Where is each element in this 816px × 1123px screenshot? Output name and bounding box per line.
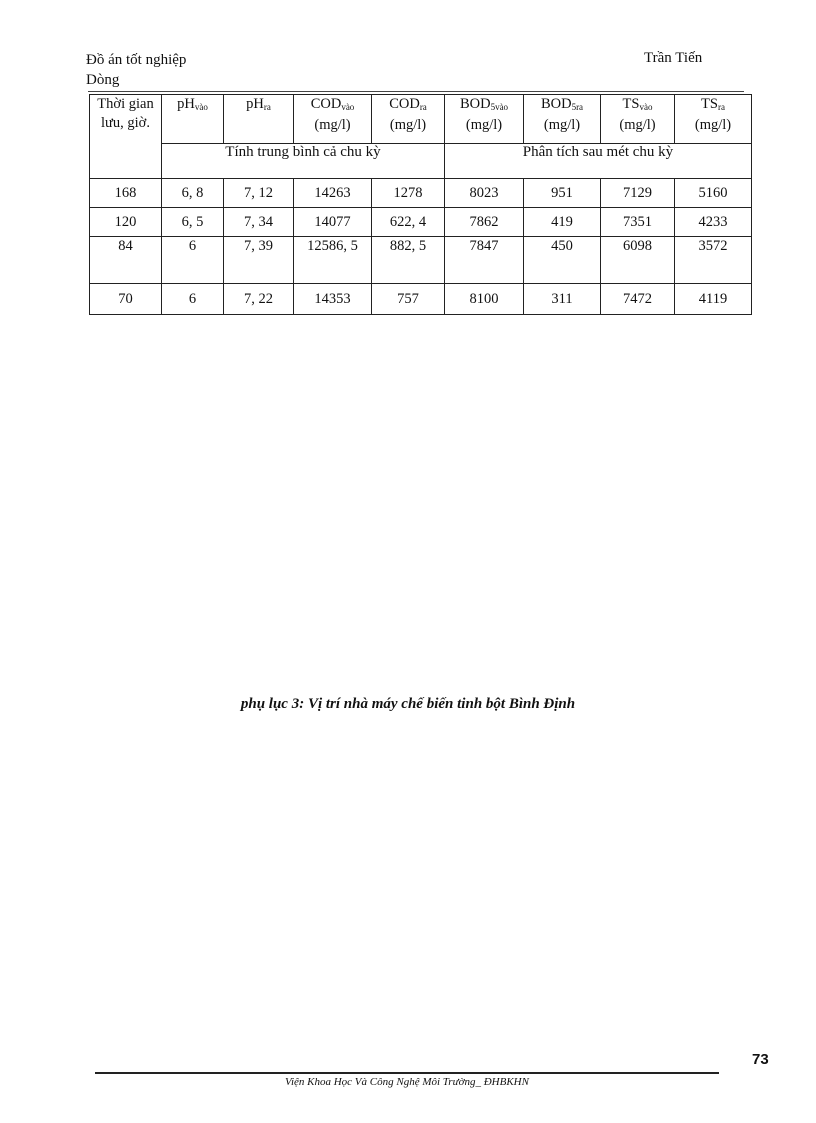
- table-cell: 6098: [601, 237, 675, 284]
- table-cell: 7, 22: [224, 284, 294, 315]
- table-cell: 1278: [372, 179, 445, 208]
- col-header-ph-out: $pH_{ra}$: [224, 95, 294, 144]
- col-header-cod-in: $COD_{vào}$ (mg/l): [294, 95, 372, 144]
- table-row: [90, 179, 752, 208]
- col-header-ph-in: $pH_{vào}$: [162, 95, 224, 144]
- table-cell: 12586, 5: [294, 237, 372, 284]
- table-cell: 622, 4: [372, 208, 445, 237]
- group-label-cycle-analysis: Phân tích sau mét chu kỳ: [445, 144, 752, 179]
- group-label-cycle-average: Tính trung bình cả chu kỳ: [162, 144, 445, 179]
- table-cell: 70: [90, 284, 162, 315]
- table-cell: 8023: [445, 179, 524, 208]
- running-header-title: [86, 50, 186, 90]
- table-header-row: [90, 95, 752, 144]
- page-number: 73: [752, 1051, 769, 1068]
- table-row: [90, 237, 752, 284]
- results-table: [89, 94, 752, 315]
- col-header-ts-out: $TS_{ra}$ (mg/l): [675, 95, 752, 144]
- header-rule: [88, 91, 744, 92]
- header-title-line2: Dòng: [86, 72, 120, 88]
- footer-institution: Viện Khoa Học Và Công Nghệ Môi Trường_ ĐHBKHN: [285, 1076, 529, 1088]
- col-header-bod-in: $BOD_{5vào}$ (mg/l): [445, 95, 524, 144]
- col-header-cod-out: $COD_{ra}$ (mg/l): [372, 95, 445, 144]
- table-cell: 311: [524, 284, 601, 315]
- table-cell: 757: [372, 284, 445, 315]
- table-cell: 14353: [294, 284, 372, 315]
- table-group-row: [90, 144, 752, 179]
- table-cell: 6: [162, 237, 224, 284]
- table-cell: 7, 39: [224, 237, 294, 284]
- table-cell: 7, 12: [224, 179, 294, 208]
- table-cell: 5160: [675, 179, 752, 208]
- table-row: [90, 208, 752, 237]
- table-cell: 4119: [675, 284, 752, 315]
- table-cell: 7129: [601, 179, 675, 208]
- table-cell: 14263: [294, 179, 372, 208]
- table-cell: 419: [524, 208, 601, 237]
- table-cell: 14077: [294, 208, 372, 237]
- table-cell: 6: [162, 284, 224, 315]
- table-cell: 951: [524, 179, 601, 208]
- table-row: [90, 284, 752, 315]
- table-cell: 7, 34: [224, 208, 294, 237]
- table-cell: 7847: [445, 237, 524, 284]
- table-cell: 7351: [601, 208, 675, 237]
- table-cell: 84: [90, 237, 162, 284]
- table-cell: 882, 5: [372, 237, 445, 284]
- table-cell: 168: [90, 179, 162, 208]
- table-cell: 8100: [445, 284, 524, 315]
- appendix-caption: phụ lục 3: Vị trí nhà máy chế biến tinh bột Bình Định: [240, 696, 576, 712]
- table-cell: 4233: [675, 208, 752, 237]
- table-cell: 7862: [445, 208, 524, 237]
- running-header-author: Trần Tiến: [644, 50, 703, 66]
- col-header-bod-out: $BOD_{5ra}$ (mg/l): [524, 95, 601, 144]
- col-header-ts-in: $TS_{vào}$ (mg/l): [601, 95, 675, 144]
- table-cell: 6, 8: [162, 179, 224, 208]
- table-cell: 6, 5: [162, 208, 224, 237]
- table-cell: 450: [524, 237, 601, 284]
- header-title-line1: Đồ án tốt nghiệp: [86, 52, 187, 68]
- table-cell: 7472: [601, 284, 675, 315]
- table-cell: 120: [90, 208, 162, 237]
- table-cell: 3572: [675, 237, 752, 284]
- col-header-retention-time: Thời gian lưu, giờ.: [90, 95, 162, 179]
- footer-rule: [95, 1072, 719, 1074]
